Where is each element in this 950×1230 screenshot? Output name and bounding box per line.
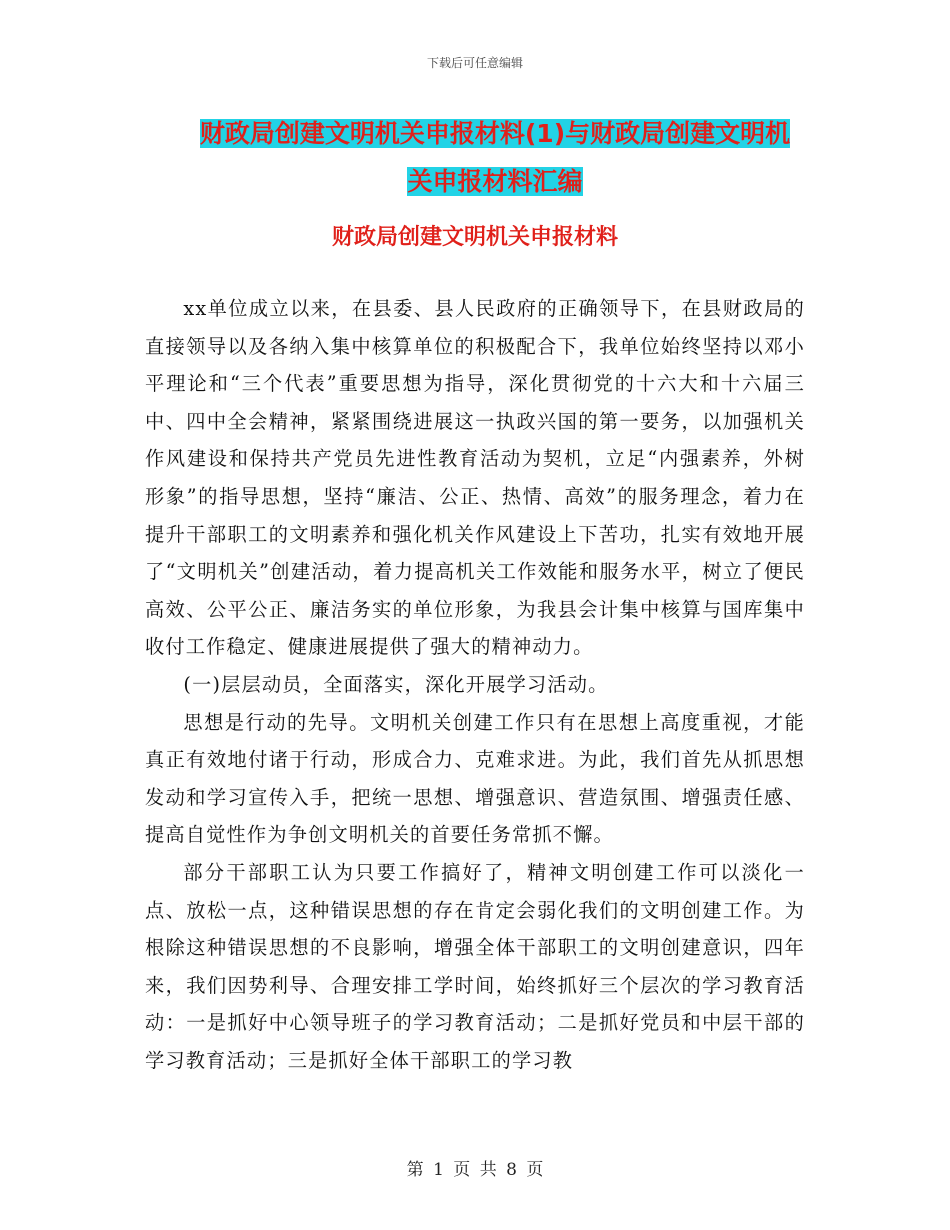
body-paragraph: 部分干部职工认为只要工作搞好了，精神文明创建工作可以淡化一点、放松一点，这种错误思想的存在肯定会弱化我们的文明创建工作。为根除这种错误思想的不良影响，增强全体干部职工的文明创建意识，四年来，我们因势利导、合理安排工学时间，始终抓好三个层次的学习教育活动：一是抓好中心领导班子的学习教育活动；二是抓好党员和中层干部的学习教育活动；三是抓好全体干部职工的学习教 (145, 860, 805, 1072)
document-title-line-1: 财政局创建文明机关申报材料(1)与财政局创建文明机 (199, 119, 791, 148)
body-paragraph: xx单位成立以来，在县委、县人民政府的正确领导下，在县财政局的直接领导以及各纳入集中核算单位的积极配合下，我单位始终坚持以邓小平理论和“三个代表”重要思想为指导，深化贯彻党的十六大和十六届三中、四中全会精神，紧紧围绕进展这一执政兴国的第一要务，以加强机关作风建设和保持共产党员先进性教育活动为契机，立足“内强素养，外树形象”的指导思想，坚持“廉洁、公正、热情、高效”的服务理念，着力在提升干部职工的文明素养和强化机关作风建设上下苦功，扎实有效地开展了“文明机关”创建活动，着力提高机关工作效能和服务水平，树立了便民高效、公平公正、廉洁务实的单位形象，为我县会计集中核算与国库集中收付工作稳定、健康进展提供了强大的精神动力。 (145, 297, 805, 659)
body-paragraph: (一)层层动员，全面落实，深化开展学习活动。 (183, 672, 609, 696)
page-number: 第 1 页 共 8 页 (406, 1160, 544, 1180)
body-paragraph: 思想是行动的先导。文明机关创建工作只有在思想上高度重视，才能真正有效地付诸于行动，形成合力、克难求进。为此，我们首先从抓思想发动和学习宣传入手，把统一思想、增强意识、营造氛围、增强责任感、提高自觉性作为争创文明机关的首要任务常抓不懈。 (145, 710, 805, 847)
document-title (145, 110, 845, 206)
document-body (145, 290, 805, 1079)
section-title: 财政局创建文明机关申报材料 (331, 225, 618, 250)
header-note: 下载后可任意编辑 (426, 56, 523, 70)
document-title-line-2: 关申报材料汇编 (407, 167, 583, 196)
